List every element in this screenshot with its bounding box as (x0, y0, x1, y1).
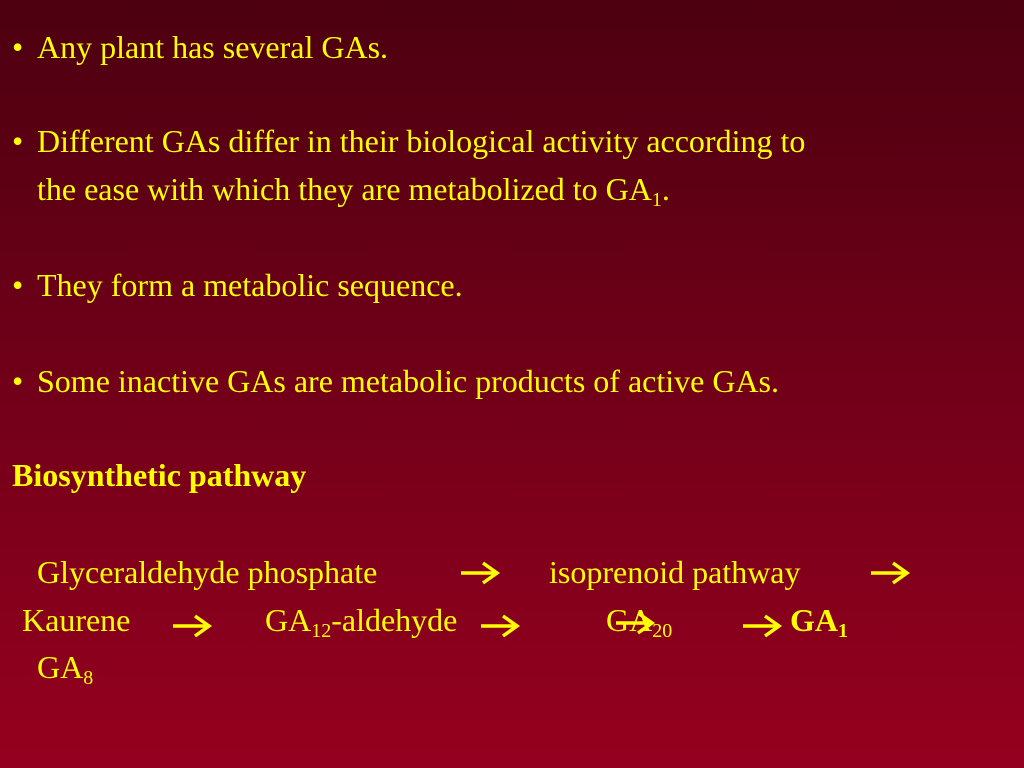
ga12-suffix: -aldehyde (331, 602, 458, 638)
ga1-base: GA (790, 602, 838, 638)
bullet-text-3: They form a metabolic sequence. (37, 267, 463, 303)
ga8-label (37, 648, 94, 689)
bullet-text-2-main: the ease with which they are metabolized to GA (37, 171, 652, 207)
bullet-marker: • (12, 363, 24, 399)
pathway-heading: Biosynthetic pathway (12, 457, 307, 493)
right-arrow-icon (614, 610, 656, 636)
glyceraldehyde-phosphate-label: Glyceraldehyde phosphate (37, 554, 378, 590)
right-arrow-icon (869, 560, 911, 586)
ga1-subscript: 1 (651, 189, 662, 211)
bullet-text-2-period: . (661, 171, 670, 207)
right-arrow-icon (479, 613, 521, 639)
ga12-aldehyde-label (265, 601, 458, 642)
ga8-subscript: 8 (83, 667, 94, 689)
ga20-base: GA (606, 602, 653, 638)
ga1-pathway-subscript: 1 (838, 620, 848, 642)
bullet-marker: • (12, 29, 24, 65)
bullet-text-4: Some inactive GAs are metabolic products of active GAs. (37, 363, 779, 399)
kaurene-label: Kaurene (22, 602, 131, 638)
right-arrow-icon (459, 560, 501, 586)
isoprenoid-pathway-label: isoprenoid pathway (549, 554, 801, 590)
bullet-marker: • (12, 267, 24, 303)
ga12-base: GA (265, 602, 312, 638)
bullet-text-1: Any plant has several GAs. (37, 29, 389, 65)
ga12-subscript: 12 (311, 620, 332, 642)
ga8-base: GA (37, 649, 84, 685)
bullet-text-2-line-1: Different GAs differ in their biological activity according to (37, 123, 806, 159)
ga20-subscript: 20 (652, 620, 673, 642)
right-arrow-icon (741, 613, 783, 639)
bullet-text-2-line-2 (37, 170, 670, 211)
ga1-label (790, 601, 848, 642)
bullet-marker: • (12, 123, 24, 159)
right-arrow-icon (171, 613, 213, 639)
